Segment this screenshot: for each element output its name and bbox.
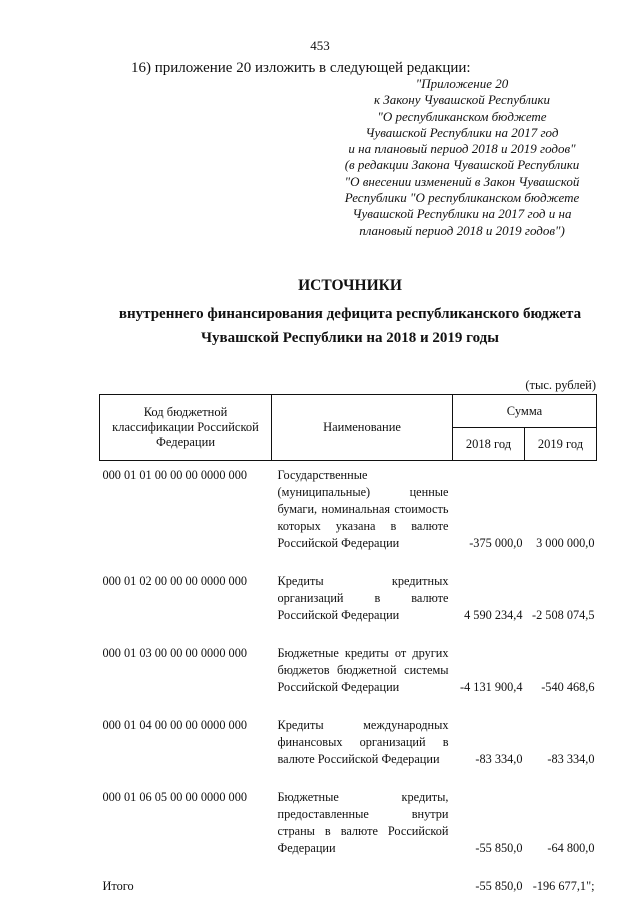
sources-table [99, 394, 597, 895]
appendix-line: Чувашской Республики на 2017 год и на [352, 206, 572, 222]
appendix-line: плановый период 2018 и 2019 годов") [359, 222, 565, 238]
document-subtitle-line1: внутреннего финансирования дефицита республиканского бюджета [118, 306, 582, 322]
units-label: (тыс. рублей) [525, 378, 596, 392]
document-title: ИСТОЧНИКИ [298, 277, 402, 294]
header-sum: Сумма [453, 395, 597, 428]
document-heading [0, 274, 640, 350]
total-value-2018: -55 850,0 [475, 879, 523, 893]
table-row [100, 461, 597, 574]
appendix-line: "О внесении изменений в Закон Чувашской [344, 173, 580, 189]
row-name: Кредиты кредитных организаций в валюте Российской Федерации [277, 574, 449, 622]
page-number: 453 [310, 38, 330, 53]
total-row [100, 878, 597, 895]
appendix-line: "О республиканском бюджете [377, 108, 547, 124]
total-value-2019: -196 677,1"; [532, 879, 595, 893]
row-code: 000 01 03 00 00 00 0000 000 [102, 646, 247, 660]
appendix-block [312, 76, 612, 239]
appendix-line: (в редакции Закона Чувашской Республики [344, 157, 580, 173]
row-value-2018: -55 850,0 [475, 841, 523, 855]
row-name: Государственные (муниципальные) ценные бумаги, номинальная стоимость которых указана в валюте Российской Федерации [277, 468, 449, 550]
header-year-2019: 2019 год [525, 428, 597, 461]
total-label: Итого [102, 879, 134, 893]
row-value-2018: -83 334,0 [475, 752, 523, 766]
row-name: Бюджетные кредиты от других бюджетов бюджетной системы Российской Федерации [277, 646, 449, 694]
row-value-2018: -4 131 900,4 [459, 680, 523, 694]
intro-text: 16) приложение 20 изложить в следующей редакции: [131, 60, 471, 76]
row-code: 000 01 02 00 00 00 0000 000 [102, 574, 247, 588]
appendix-line: и на плановый период 2018 и 2019 годов" [348, 141, 576, 157]
row-value-2018: -375 000,0 [469, 536, 523, 550]
document-subtitle-line2: Чувашской Республики на 2018 и 2019 годы [201, 330, 499, 346]
row-name: Кредиты международных финансовых организаций в валюте Российской Федерации [277, 718, 449, 766]
row-value-2019: 3 000 000,0 [536, 536, 595, 550]
header-year-2018: 2018 год [453, 428, 525, 461]
appendix-line: Чувашской Республики на 2017 год [365, 124, 559, 140]
row-value-2019: -2 508 074,5 [531, 608, 595, 622]
row-code: 000 01 06 05 00 00 0000 000 [102, 790, 247, 804]
total-name-empty [272, 878, 453, 895]
table-row [100, 573, 597, 645]
row-value-2019: -64 800,0 [547, 841, 595, 855]
row-value-2019: -83 334,0 [547, 752, 595, 766]
appendix-line: к Закону Чувашской Республики [373, 92, 551, 108]
appendix-line: "Приложение 20 [415, 76, 509, 91]
row-value-2019: -540 468,6 [541, 680, 595, 694]
header-name: Наименование [272, 395, 453, 461]
table-row [100, 717, 597, 789]
row-value-2018: 4 590 234,4 [464, 608, 523, 622]
table-row [100, 645, 597, 717]
row-code: 000 01 04 00 00 00 0000 000 [102, 718, 247, 732]
table-row [100, 789, 597, 878]
header-code: Код бюджетной классификации Российской Федерации [100, 395, 272, 461]
row-code: 000 01 01 00 00 00 0000 000 [102, 468, 247, 482]
row-name: Бюджетные кредиты, предоставленные внутри страны в валюте Российской Федерации [277, 790, 449, 855]
appendix-line: Республики "О республиканском бюджете [344, 190, 580, 206]
